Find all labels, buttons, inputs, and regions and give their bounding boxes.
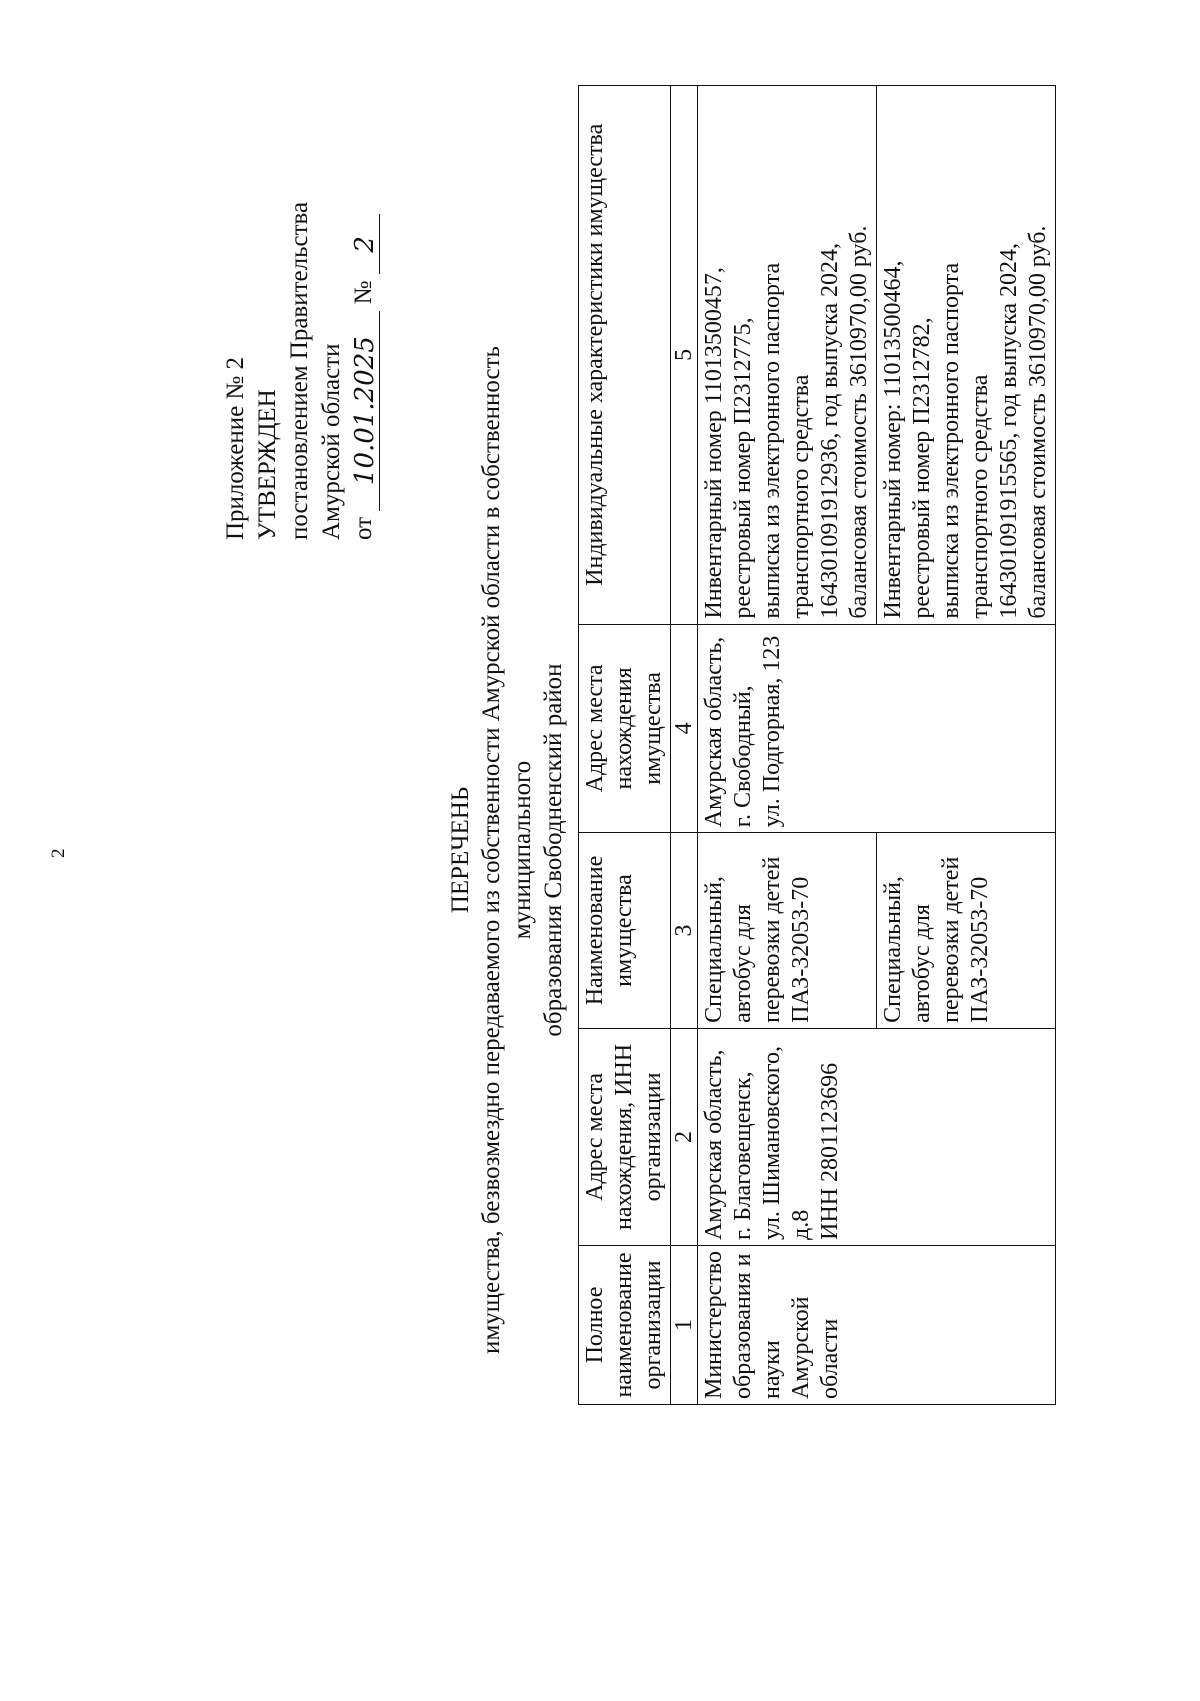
property-table xyxy=(578,85,1056,1405)
approval-block xyxy=(220,40,380,540)
page-number: 2 xyxy=(48,848,69,858)
property-table-wrap xyxy=(578,85,1056,1405)
org-name-line: образования и xyxy=(730,1253,756,1399)
org-address-line: ИНН 2801123696 xyxy=(817,1062,843,1241)
characteristics-line: реестровый номер П2312775, xyxy=(730,317,756,619)
approval-date-line xyxy=(348,40,380,540)
org-name-cell xyxy=(698,1246,1056,1405)
property-name-line: автобус для xyxy=(730,904,756,1023)
property-name-line: Специальный, xyxy=(880,876,906,1023)
org-name-line: науки xyxy=(759,1340,785,1399)
property-address-line: г. Свободный, xyxy=(730,685,756,828)
property-name-line: ПАЗ-32053-70 xyxy=(967,876,993,1023)
property-name-line: ПАЗ-32053-70 xyxy=(788,876,814,1023)
header-property-address: Адрес места нахождения имущества xyxy=(579,624,671,833)
rotated-sheet xyxy=(40,30,1160,1670)
title-line-1: имущества, безвозмездно передаваемого из собственности Амурской области в собственность муниципального xyxy=(478,346,536,1354)
table-row xyxy=(698,86,877,1405)
characteristics-line: Инвентарный номер 11013500457, xyxy=(701,267,727,619)
org-address-line: ул. Шимановского, xyxy=(759,1045,785,1241)
characteristics-line: балансовая стоимость 3610970,00 руб. xyxy=(846,225,872,619)
number-label: № xyxy=(350,280,377,305)
org-name-line: области xyxy=(817,1318,843,1399)
org-address-line: Амурская область, xyxy=(701,1049,727,1241)
property-name-line: автобус для xyxy=(909,904,935,1023)
characteristics-line: балансовая стоимость 3610970,00 руб. xyxy=(1025,225,1051,619)
property-name-line: Специальный, xyxy=(701,876,727,1023)
org-name-line: Министерство xyxy=(701,1251,727,1399)
characteristics-cell xyxy=(698,86,877,625)
characteristics-line: 164301091912936, год выпуска 2024, xyxy=(817,242,843,619)
document-title xyxy=(445,290,569,1410)
header-org-name: Полное наименование организации xyxy=(579,1246,671,1405)
characteristics-line: реестровый номер П2312782, xyxy=(909,317,935,619)
column-number: 2 xyxy=(671,1028,698,1245)
characteristics-cell xyxy=(877,86,1056,625)
appendix-label: Приложение № 2 xyxy=(222,356,249,540)
characteristics-line: Инвентарный номер: 11013500464, xyxy=(880,260,906,619)
column-number: 1 xyxy=(671,1246,698,1405)
org-address-line: д.8 xyxy=(788,1209,814,1241)
header-org-address: Адрес места нахождения, ИНН организации xyxy=(579,1028,671,1245)
title-line-2: образования Свободненский район xyxy=(540,663,567,1037)
characteristics-line: 164301091915565, год выпуска 2024, xyxy=(996,242,1022,619)
characteristics-line: выписка из электронного паспорта xyxy=(759,262,785,619)
handwritten-date: 10.01.2025 xyxy=(351,311,380,511)
property-name-line: перевозки детей xyxy=(938,856,964,1023)
table-header-row xyxy=(579,86,671,1405)
property-name-line: перевозки детей xyxy=(759,856,785,1023)
approval-line-4: Амурской области xyxy=(318,343,345,540)
column-number-row xyxy=(671,86,698,1405)
title-heading: ПЕРЕЧЕНЬ xyxy=(447,786,474,914)
column-number: 4 xyxy=(671,624,698,833)
characteristics-line: транспортного средства xyxy=(788,374,814,619)
property-address-line: ул. Подгорная, 123 xyxy=(759,635,785,828)
property-name-cell xyxy=(698,833,877,1029)
from-label: от xyxy=(350,516,377,540)
column-number: 5 xyxy=(671,86,698,625)
characteristics-line: транспортного средства xyxy=(967,374,993,619)
handwritten-number: 2 xyxy=(351,214,380,274)
org-name-line: Амурской xyxy=(788,1296,814,1399)
approved-label: УТВЕРЖДЕН xyxy=(254,389,281,540)
characteristics-line: выписка из электронного паспорта xyxy=(938,262,964,619)
org-address-cell xyxy=(698,1028,1056,1245)
property-address-line: Амурская область, xyxy=(701,636,727,828)
approval-line-3: постановлением Правительства xyxy=(286,201,313,540)
property-name-cell xyxy=(877,833,1056,1029)
org-address-line: г. Благовещенск, xyxy=(730,1071,756,1241)
property-address-cell xyxy=(698,624,1056,833)
column-number: 3 xyxy=(671,833,698,1029)
header-property-name: Наименование имущества xyxy=(579,833,671,1029)
header-characteristics: Индивидуальные характеристики имущества xyxy=(579,86,671,625)
